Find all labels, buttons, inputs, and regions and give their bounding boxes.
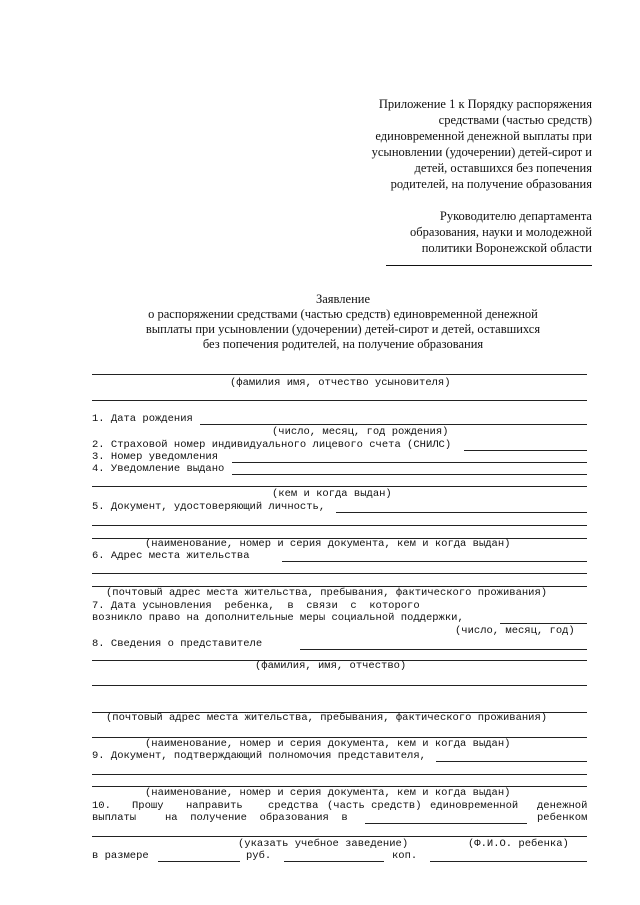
item-snils-label: 2. Страховой номер индивидуального лицевого счета (СНИЛС) (92, 439, 452, 451)
amount-label: в размере (92, 850, 149, 862)
snils-field[interactable] (464, 450, 587, 451)
hint-id-document: (наименование, номер и серия документа, кем и когда выдан) (145, 538, 511, 550)
item-request-line2-start: выплаты (92, 812, 137, 824)
addressee-line-text: политики Воронежской области (421, 241, 592, 255)
adopter-name-field-2[interactable] (92, 400, 587, 401)
item-id-document-label: 5. Документ, удостоверяющий личность, (92, 501, 326, 513)
hint-child-name: (Ф.И.О. ребенка) (468, 838, 569, 850)
hint-issued-by: (кем и когда выдан) (272, 488, 392, 500)
hint-representative-address: (почтовый адрес места жительства, пребывания, фактического проживания) (106, 712, 548, 724)
addressee-line-text: образования, науки и молодежной (409, 225, 592, 239)
item-adoption-date-line2: возникло право на дополнительные меры социальной поддержки, (92, 612, 464, 624)
hint-school: (указать учебное заведение) (238, 838, 409, 850)
item-authority-doc-label: 9. Документ, подтверждающий полномочия представителя, (92, 750, 426, 762)
item-notice-number-label: 3. Номер уведомления (92, 451, 219, 463)
item-request-word: (часть средств) (327, 800, 422, 812)
notice-number-field[interactable] (232, 462, 587, 463)
item-adoption-date-line1: 7. Дата усыновления ребенка, в связи с которого (92, 600, 420, 612)
item-request-word: средства (268, 800, 319, 812)
item-request-word: направить (186, 800, 243, 812)
address-field[interactable] (282, 561, 587, 562)
amount-rub-field[interactable] (158, 861, 240, 862)
rub-label: руб. (246, 850, 272, 862)
representative-address-field[interactable] (92, 685, 587, 686)
school-field[interactable] (365, 823, 527, 824)
hint-birth-date: (число, месяц, год рождения) (272, 426, 449, 438)
title-line: без попечения родителей, на получение образования (202, 337, 484, 351)
authority-doc-field-2[interactable] (92, 774, 587, 775)
hint-full-name: (фамилия, имя, отчество) (255, 660, 407, 672)
birth-date-field[interactable] (200, 424, 587, 425)
adopter-name-field[interactable] (92, 374, 587, 375)
item-request-number: 10. (92, 800, 111, 812)
hint-representative-doc: (наименование, номер и серия документа, кем и когда выдан) (145, 738, 511, 750)
hint-address: (почтовый адрес места жительства, пребывания, фактического проживания) (106, 587, 548, 599)
hint-authority-doc: (наименование, номер и серия документа, кем и когда выдан) (145, 787, 511, 799)
addressee-line-text: Руководителю департамента (439, 209, 592, 223)
item-request-word: денежной (537, 800, 588, 812)
item-request-word: Прошу (132, 800, 164, 812)
authority-doc-field[interactable] (436, 761, 587, 762)
address-field-2[interactable] (92, 573, 587, 574)
item-notice-issued-label: 4. Уведомление выдано (92, 463, 225, 475)
notice-issued-field-2[interactable] (92, 486, 587, 487)
appendix-line: усыновлении (удочерении) детей-сирот и (371, 145, 592, 159)
title-heading: Заявление (315, 292, 370, 306)
adoption-date-field[interactable] (500, 623, 587, 624)
item-representative-label: 8. Сведения о представителе (92, 638, 263, 650)
notice-issued-field[interactable] (232, 474, 587, 475)
title-line: о распоряжении средствами (частью средств) единовременной денежной (148, 307, 538, 321)
appendix-line: средствами (частью средств) (438, 113, 592, 127)
title-line: выплаты при усыновлении (удочерении) детей-сирот и детей, оставшихся (145, 322, 541, 336)
item-birth-date-label: 1. Дата рождения (92, 413, 193, 425)
item-request-line2-end: ребенком (537, 812, 588, 824)
representative-field[interactable] (300, 649, 587, 650)
kop-label: коп. (392, 850, 418, 862)
hint-adopter-name: (фамилия имя, отчество усыновителя) (230, 377, 451, 389)
hint-date: (число, месяц, год) (455, 625, 575, 637)
appendix-line: детей, оставшихся без попечения (414, 161, 592, 175)
appendix-line: Приложение 1 к Порядку распоряжения (378, 97, 592, 111)
school-child-field[interactable] (92, 836, 587, 837)
child-name-field[interactable] (430, 861, 587, 862)
id-document-field[interactable] (336, 512, 587, 513)
appendix-line: единовременной денежной выплаты при (375, 129, 592, 143)
appendix-line: родителей, на получение образования (390, 177, 592, 191)
item-address-label: 6. Адрес места жительства (92, 550, 250, 562)
item-request-word: единовременной (430, 800, 519, 812)
id-document-field-2[interactable] (92, 525, 587, 526)
amount-kop-field[interactable] (284, 861, 384, 862)
item-request-line2-mid: на получение образования в (165, 812, 348, 824)
